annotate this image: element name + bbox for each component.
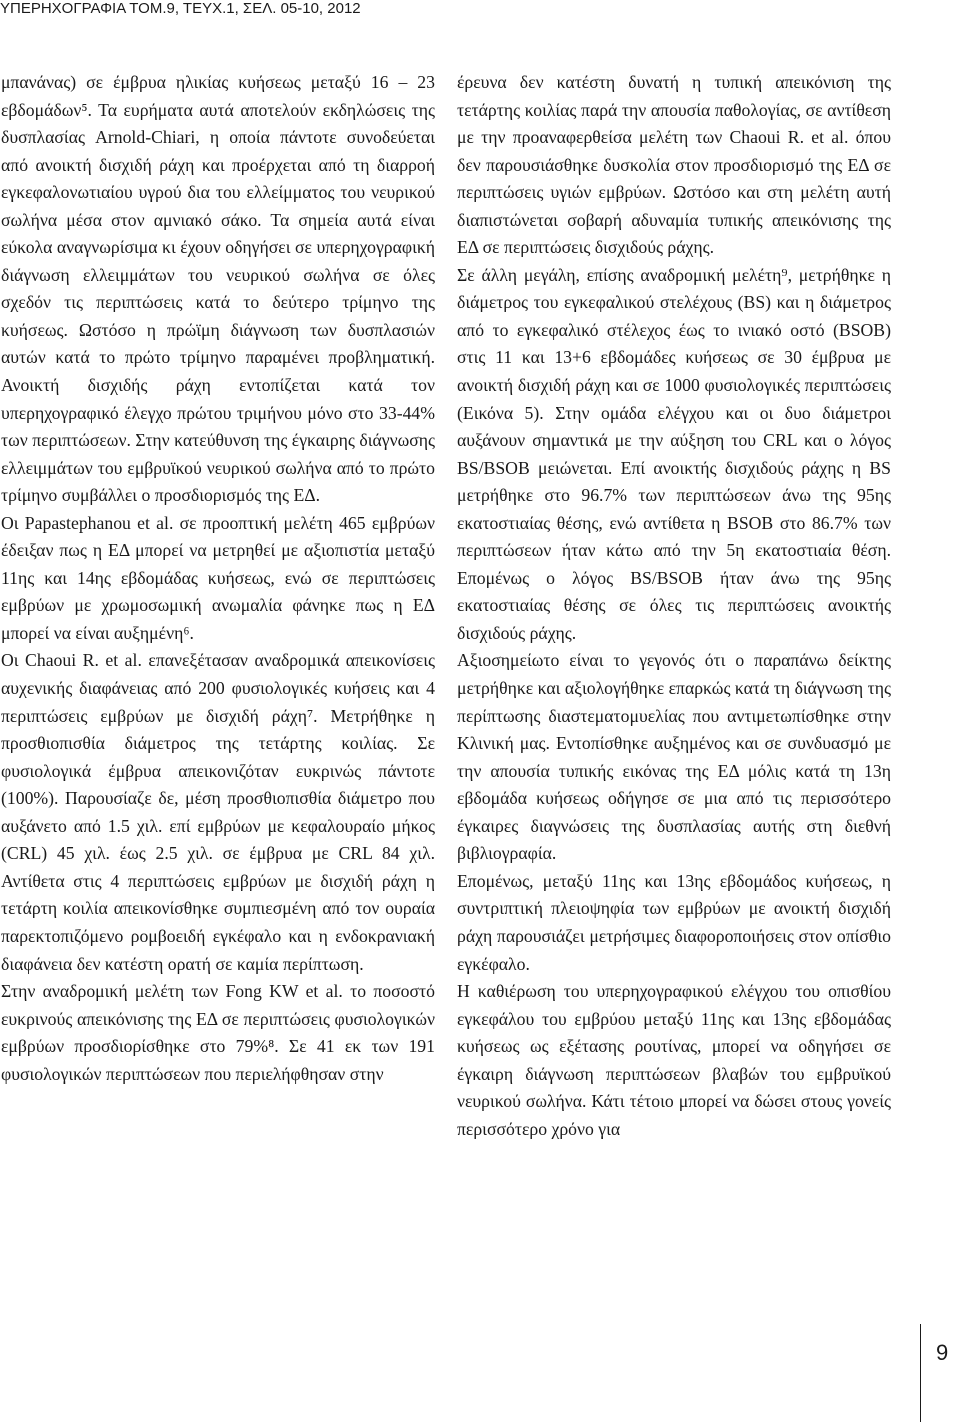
paragraph: Σε άλλη μεγάλη, επίσης αναδρομική μελέτη⁹, μετρήθηκε η διάμετρος του εγκεφαλικού στελέχους (BS) και η διάμετρος από το εγκεφαλικό στέλεχος έως το ινιακό οστό (BSOB) στις 11 και 13+6 εβδομάδες κυήσεως σε 30 έμβρυα με ανοικτή δισχιδή ράχη και σε 1000 φυσιολογικές περιπτώσεις (Εικόνα 5). Στην ομάδα ελέγχου και οι δυο διάμετροι αυξάνουν σημαντικά με την αύξηση του CRL και ο λόγος BS/BSOB μειώνεται. Επί ανοικτής δισχιδούς ράχης η BS μετρήθηκε στο 96.7% των περιπτώσεων άνω της 95ης εκατοστιαίας θέσης, ενώ αντίθετα η BSOB στο 86.7% των περιπτώσεων ήταν κάτω από την 5η εκατοστιαία θέση. Επομένως ο λόγος BS/BSOB ήταν άνω της 95ης εκατοστιαίας θέσης σε όλες τις περιπτώσεις ανοικτής δισχιδούς ράχης. [457,264,891,643]
paragraph: έρευνα δεν κατέστη δυνατή η τυπική απεικόνιση της τετάρτης κοιλίας παρά την απουσία παθολογίας, σε αντίθεση με την προαναφερθείσα μελέτη των Chaoui R. et al. όπου δεν παρουσιάσθηκε δυσκολία στον προσδιορισμό της ΕΔ σε περιπτώσεις υγιών εμβρύων. Ωστόσο και στη μελέτη αυτή διαπιστώνεται σοβαρή αδυναμία τυπικής απεικόνισης της ΕΔ σε περιπτώσεις δισχιδούς ράχης. [457,72,891,258]
paragraph: Οι Chaoui R. et al. επανεξέτασαν αναδρομικά απεικονίσεις αυχενικής διαφάνειας από 200 φυσιολογικές κυήσεις και 4 περιπτώσεις εμβρύων με δισχιδή ράχη⁷. Μετρήθηκε η προσθιοπισθία διάμετρος της τετάρτης κοιλίας. Σε φυσιολογικά έμβρυα απεικονιζόταν ευκρινώς πάντοτε (100%). Παρουσίαζε δε, μέση προσθιοπισθία διάμετρο που αυξάνετο από 1.5 χιλ. επί εμβρύων με κεφαλουραίο μήκος (CRL) 45 χιλ. έως 2.5 χιλ. σε έμβρυα με CRL 84 χιλ. Αντίθετα στις 4 περιπτώσεις εμβρύων με δισχιδή ράχη η τετάρτη κοιλία απεικονίσθηκε συμπιεσμένη από τον ουραία παρεκτοπιζόμενο ρομβοειδή εγκέφαλο και η ενδοκρανιακή διαφάνεια δεν κατέστη ορατή σε καμία περίπτωση. [1,650,435,974]
page-number: 9 [936,1340,949,1365]
paragraph: Η καθιέρωση του υπερηχογραφικού ελέγχου του οπισθίου εγκεφάλου του εμβρύου μεταξύ 11ης και 13ης εβδομάδας κυήσεως ως εξέτασης ρουτίνας, μπορεί να οδηγήσει σε έγκαιρη διάγνωση περιπτώσεων βλαβών του εμβρυϊκού νευρικού σωλήνα. Κάτι τέτοιο μπορεί να δώσει στους γονείς περισσότερο χρόνο για [457,981,891,1139]
page-number-rule [920,1324,921,1422]
paragraph: Επομένως, μεταξύ 11ης και 13ης εβδομάδος κυήσεως, η συντριπτική πλειοψηφία των εμβρύων με ανοικτή δισχιδή ράχη παρουσιάζει μετρήσιμες διαφοροποιήσεις στον οπίσθιο εγκέφαλο. [457,870,891,974]
paragraph: Οι Papastephanou et al. σε προοπτική μελέτη 465 εμβρύων έδειξαν πως η ΕΔ μπορεί να μετρηθεί με αξιοπιστία μεταξύ 11ης και 14ης εβδομάδας κυήσεως, ενώ σε περιπτώσεις εμβρύων με χρωμοσωμική ανωμαλία φάνηκε πως η ΕΔ μπορεί να είναι αυξημένη⁶. [1,512,435,643]
running-head: ΥΠΕΡΗΧΟΓΡΑΦΙΑ ΤΟΜ.9, ΤΕΥΧ.1, ΣΕΛ. 05-10, 2012 [0,0,361,17]
right-text-column [457,69,891,1289]
paragraph: μπανάνας) σε έμβρυα ηλικίας κυήσεως μεταξύ 16 – 23 εβδομάδων⁵. Τα ευρήματα αυτά αποτελούν εκδηλώσεις της δυσπλασίας Arnold-Chiari, η οποία πάντοτε συνοδεύεται από ανοικτή δισχιδή ράχη και προέρχεται από τη διαρροή εγκεφαλονωτιαίου υγρού δια του ελλείμματος του νευρικού σωλήνα μέσα στον αμνιακό σάκο. Τα σημεία αυτά είναι εύκολα αναγνωρίσιμα κι έχουν οδηγήσει σε υπερηχογραφική διάγνωση ελλειμμάτων του νευρικού σωλήνα σε όλες σχεδόν τις περιπτώσεις κατά το δεύτερο τρίμηνο της κυήσεως. Ωστόσο η πρώϊμη διάγνωση των δυσπλασιών αυτών κατά το πρώτο τρίμηνο παραμένει προβληματική. Ανοικτή δισχιδής ράχη εντοπίζεται κατά τον υπερηχογραφικό έλεγχο πρώτου τριμήνου μόνο στο 33-44% των περιπτώσεων. Στην κατεύθυνση της έγκαιρης διάγνωσης ελλειμμάτων του εμβρυϊκού νευρικού σωλήνα από το πρώτο τρίμηνο συμβάλλει ο προσδιορισμός της ΕΔ. [1,72,435,506]
left-text-column [1,69,435,1289]
paragraph: Στην αναδρομική μελέτη των Fong KW et al. το ποσοστό ευκρινούς απεικόνισης της ΕΔ σε περιπτώσεις φυσιολογικών εμβρύων προσδιορίσθηκε στο 79%⁸. Σε 41 εκ των 191 φυσιολογικών περιπτώσεων που περιελήφθησαν στην [1,981,435,1084]
paragraph: Αξιοσημείωτο είναι το γεγονός ότι ο παραπάνω δείκτης μετρήθηκε και αξιολογήθηκε επαρκώς κατά τη διάγνωση της περίπτωσης διαστεματομυελίας που αντιμετωπίσθηκε στην Κλινική μας. Εντοπίσθηκε αυξημένος και σε συνδυασμό με την απουσία τυπικής εικόνας της ΕΔ μόλις κατά τη 13η εβδομάδα κυήσεως οδήγησε σε μια από τις περισσότερο έγκαιρες διαγνώσεις της δυσπλασίας αυτής στη διεθνή βιβλιογραφία. [457,650,891,864]
